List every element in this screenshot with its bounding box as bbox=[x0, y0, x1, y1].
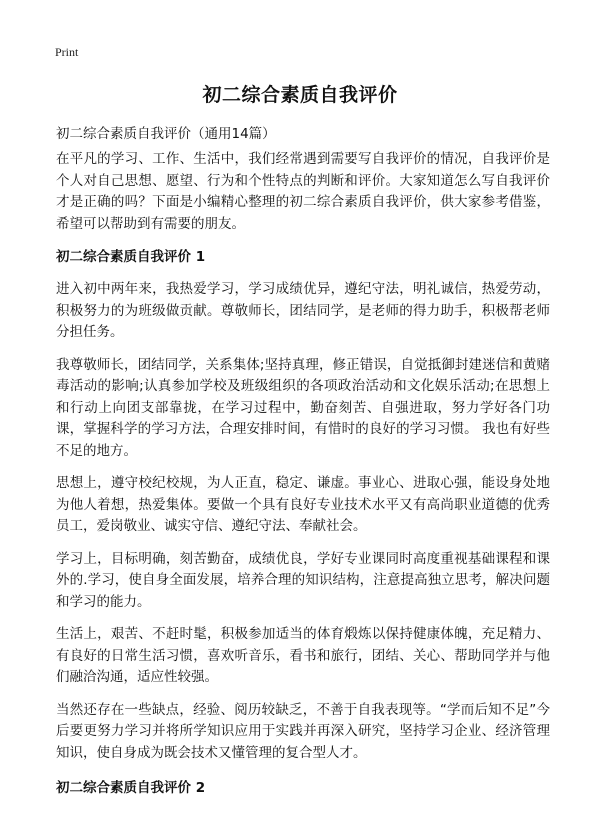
section-heading-1: 初二综合素质自我评价 1 bbox=[56, 249, 206, 265]
body-paragraph: 当然还存在一些缺点，经验、阅历较缺乏，不善于自我表现等。“学而后知不足”今后要更努力学习并将所学知识应用于实践并再深入研究，坚持学习企业、经济管理知识，使自身成为既会技术又懂管理的复合型人才。 bbox=[56, 701, 550, 761]
body-paragraph: 思想上，遵守校纪校规，为人正直，稳定、谦虚。事业心、进取心强，能设身处地为他人着想，热爱集体。要做一个具有良好专业技术水平又有高尚职业道德的优秀员工，爱岗敬业、诚实守信、遵纪守法、奉献社会。 bbox=[56, 475, 550, 534]
body-paragraph: 生活上，艰苦、不赶时髦，积极参加适当的体育煅炼以保持健康体魄，充足精力、有良好的日常生活习惯，喜欢听音乐，看书和旅行，团结、关心、帮助同学并与他们融洽沟通，适应性较强。 bbox=[56, 626, 550, 685]
intro-paragraph: 在平凡的学习、工作、生活中，我们经常遇到需要写自我评价的情况，自我评价是个人对自己思想、愿望、行为和个性特点的判断和评价。大家知道怎么写自我评价才是正确的吗？下面是小编精心整理的初二综合素质自我评价，供大家参考借鉴，希望可以帮助到有需要的朋友。 bbox=[56, 151, 550, 232]
document-body bbox=[56, 149, 550, 810]
document-subtitle: 初二综合素质自我评价（通用14篇） bbox=[56, 126, 276, 142]
body-paragraph: 我尊敬师长，团结同学，关系集体;坚持真理，修正错误，自觉抵御封建迷信和黄赌毒活动的影响;认真参加学校及班级组织的各项政治活动和文化娱乐活动;在思想上和行动上向团支部靠拢，在学习过程中，勤奋刻苦、自强进取，努力学好各门功课，掌握科学的学习方法，合理安排时间，有惜时的良好的学习习惯。 我也有好些不足的地方。 bbox=[56, 356, 550, 459]
body-paragraph: 学习上，目标明确，刻苦勤奋，成绩优良，学好专业课同时高度重视基础课程和课外的.学习，使自身全面发展，培养合理的知识结构，注意提高独立思考，解决问题和学习的能力。 bbox=[56, 550, 550, 610]
page-title: 初二综合素质自我评价 bbox=[202, 84, 398, 106]
section-heading-2: 初二综合素质自我评价 2 bbox=[56, 780, 206, 796]
print-link[interactable]: Print bbox=[55, 45, 79, 59]
body-paragraph: 进入初中两年来，我热爱学习，学习成绩优异，遵纪守法，明礼诚信，热爱劳动，积极努力的为班级做贡献。尊敬师长，团结同学，是老师的得力助手，积极帮老师分担任务。 bbox=[56, 281, 550, 340]
